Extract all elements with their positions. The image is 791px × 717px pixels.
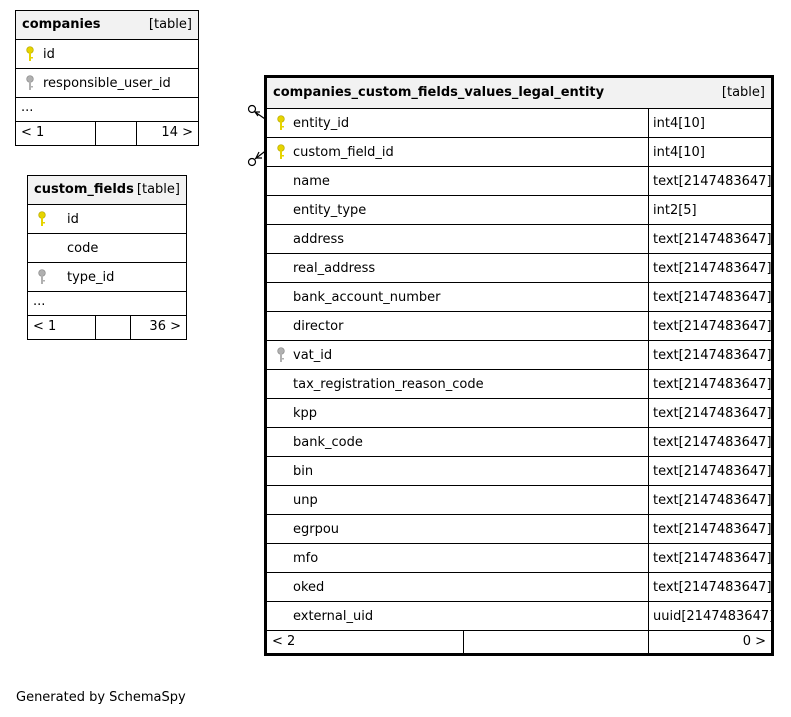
- table-type-label: [table]: [721, 85, 765, 100]
- table-footer: [267, 631, 771, 653]
- companies-table[interactable]: [15, 10, 199, 146]
- column-row[interactable]: [16, 40, 198, 69]
- column-name: external_uid: [293, 609, 374, 624]
- primary-key-icon: [26, 46, 34, 62]
- column-type: text[2147483647]: [653, 551, 772, 566]
- column-name: oked: [293, 580, 325, 595]
- column-type: text[2147483647]: [653, 406, 772, 421]
- column-row[interactable]: [267, 602, 775, 631]
- table-footer: [28, 316, 186, 339]
- foreign-key-icon: [38, 269, 46, 285]
- column-name: id: [43, 47, 55, 62]
- column-name: name: [293, 174, 330, 189]
- column-type: int4[10]: [653, 116, 705, 131]
- column-row[interactable]: [267, 544, 771, 573]
- table-type-label: [table]: [148, 17, 192, 32]
- column-name: type_id: [67, 270, 115, 285]
- column-name: vat_id: [293, 348, 333, 363]
- foreign-key-icon: [277, 347, 285, 363]
- table-header: [28, 176, 186, 205]
- more-columns-ellipsis: ...: [28, 292, 186, 316]
- column-row[interactable]: [16, 69, 198, 98]
- column-name: entity_type: [293, 203, 367, 218]
- column-type: text[2147483647]: [653, 319, 772, 334]
- table-name: companies_custom_fields_values_legal_entity: [273, 85, 605, 100]
- column-row[interactable]: [267, 109, 771, 138]
- children-count[interactable]: 14 >: [161, 125, 193, 140]
- column-row[interactable]: [267, 515, 771, 544]
- column-name: bin: [293, 464, 314, 479]
- legal-entity-table[interactable]: [264, 75, 774, 656]
- column-row[interactable]: [28, 234, 186, 263]
- column-type: text[2147483647]: [653, 290, 772, 305]
- column-type: text[2147483647]: [653, 174, 772, 189]
- column-row[interactable]: [267, 167, 771, 196]
- column-type: text[2147483647]: [653, 348, 772, 363]
- column-row[interactable]: [28, 205, 186, 234]
- column-type: text[2147483647]: [653, 580, 772, 595]
- column-row[interactable]: [267, 370, 771, 399]
- generated-by-label: Generated by SchemaSpy: [16, 690, 186, 705]
- column-row[interactable]: [267, 399, 771, 428]
- table-name: companies: [22, 17, 101, 32]
- primary-key-icon: [277, 144, 285, 160]
- parents-count[interactable]: < 1: [33, 319, 57, 334]
- column-name: director: [293, 319, 344, 334]
- column-row[interactable]: [267, 573, 771, 602]
- column-type: text[2147483647]: [653, 232, 772, 247]
- children-count[interactable]: 36 >: [149, 319, 181, 334]
- column-name: id: [67, 212, 79, 227]
- column-row[interactable]: [267, 486, 771, 515]
- primary-key-icon: [277, 115, 285, 131]
- column-type: text[2147483647]: [653, 493, 772, 508]
- column-name: kpp: [293, 406, 318, 421]
- parents-count[interactable]: < 2: [272, 634, 296, 649]
- column-name: unp: [293, 493, 318, 508]
- column-type: text[2147483647]: [653, 377, 772, 392]
- column-row[interactable]: [267, 254, 771, 283]
- column-name: bank_code: [293, 435, 363, 450]
- table-footer: [16, 122, 198, 145]
- column-row[interactable]: [267, 138, 771, 167]
- column-type: text[2147483647]: [653, 464, 772, 479]
- column-name: egrpou: [293, 522, 340, 537]
- column-type: int2[5]: [653, 203, 697, 218]
- table-header: [16, 11, 198, 40]
- foreign-key-icon: [26, 75, 34, 91]
- column-type: text[2147483647]: [653, 522, 772, 537]
- primary-key-icon: [38, 211, 46, 227]
- column-row[interactable]: [267, 196, 771, 225]
- column-row[interactable]: [28, 263, 186, 292]
- column-type: text[2147483647]: [653, 435, 772, 450]
- table-type-label: [table]: [136, 182, 180, 197]
- table-header: [267, 78, 771, 109]
- column-name: code: [67, 241, 99, 256]
- column-row[interactable]: [267, 341, 771, 370]
- column-name: tax_registration_reason_code: [293, 377, 484, 392]
- more-columns-ellipsis: ...: [16, 98, 198, 122]
- custom-fields-table[interactable]: [27, 175, 187, 340]
- column-name: custom_field_id: [293, 145, 394, 160]
- column-row[interactable]: [267, 225, 771, 254]
- children-count[interactable]: 0 >: [742, 634, 766, 649]
- column-name: responsible_user_id: [43, 76, 171, 91]
- column-name: bank_account_number: [293, 290, 441, 305]
- column-type: text[2147483647]: [653, 261, 772, 276]
- column-row[interactable]: [267, 312, 771, 341]
- column-name: address: [293, 232, 345, 247]
- parents-count[interactable]: < 1: [21, 125, 45, 140]
- column-row[interactable]: [267, 457, 771, 486]
- column-row[interactable]: [267, 283, 771, 312]
- column-name: real_address: [293, 261, 376, 276]
- column-name: mfo: [293, 551, 319, 566]
- column-name: entity_id: [293, 116, 350, 131]
- column-row[interactable]: [267, 428, 771, 457]
- table-name: custom_fields: [34, 182, 134, 197]
- column-type: uuid[2147483647]: [653, 609, 775, 624]
- column-type: int4[10]: [653, 145, 705, 160]
